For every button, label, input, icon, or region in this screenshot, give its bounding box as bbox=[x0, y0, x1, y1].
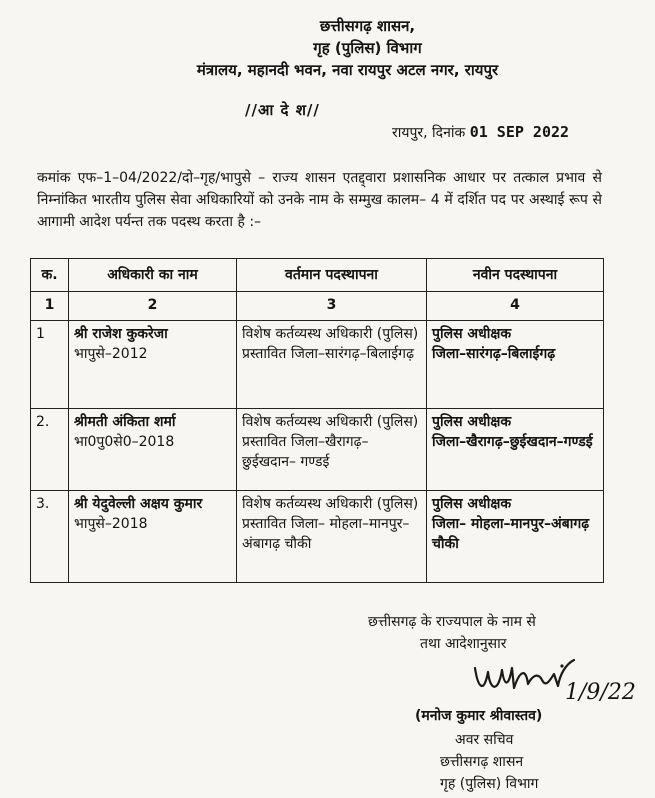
current-district: प्रस्तावित जिला– मोहला–मानपुर–अंबागढ़ चौकी bbox=[242, 516, 410, 552]
order-title: //आ दे श// bbox=[245, 101, 320, 119]
row-serial: 2. bbox=[31, 409, 69, 491]
new-designation: पुलिस अधीक्षक bbox=[432, 496, 512, 512]
department-name: गृह (पुलिस) विभाग bbox=[313, 39, 422, 57]
new-posting-cell bbox=[427, 491, 604, 583]
handwritten-signature bbox=[470, 650, 580, 700]
officer-name: श्री राजेश कुकरेजा bbox=[74, 326, 168, 342]
signatory-department: गृह (पुलिस) विभाग bbox=[440, 776, 539, 792]
handwritten-date: 1/9/22 bbox=[565, 680, 636, 705]
signatory-name: (मनोज कुमार श्रीवास्तव) bbox=[415, 708, 543, 724]
new-district: जिला– मोहला–मानपुर–अंबागढ़ चौकी bbox=[432, 516, 590, 552]
col-header-sno: क. bbox=[31, 259, 69, 292]
new-posting-cell bbox=[427, 321, 604, 409]
table-row bbox=[31, 321, 604, 409]
current-district: प्रस्तावित जिला–खैरागढ़–छुईखदान– गण्डई bbox=[242, 434, 369, 470]
new-designation: पुलिस अधीक्षक bbox=[432, 414, 512, 430]
officer-service: भापुसे–2012 bbox=[74, 346, 148, 362]
officer-service: भा0पु0से0–2018 bbox=[74, 434, 175, 450]
posting-table bbox=[30, 258, 604, 583]
col-number: 3 bbox=[237, 292, 427, 321]
officer-cell bbox=[69, 491, 237, 583]
authority-line-2: तथा आदेशानुसार bbox=[420, 636, 507, 652]
table-row bbox=[31, 409, 604, 491]
current-posting-cell bbox=[237, 409, 427, 491]
current-designation: विशेष कर्तव्यस्थ अधिकारी (पुलिस) bbox=[242, 414, 419, 430]
current-posting-cell bbox=[237, 321, 427, 409]
col-header-new-posting: नवीन पदस्थापना bbox=[427, 259, 604, 292]
col-number: 2 bbox=[69, 292, 237, 321]
current-designation: विशेष कर्तव्यस्थ अधिकारी (पुलिस) bbox=[242, 496, 419, 512]
officer-cell bbox=[69, 321, 237, 409]
row-serial: 1 bbox=[31, 321, 69, 409]
col-header-officer: अधिकारी का नाम bbox=[69, 259, 237, 292]
signatory-designation: अवर सचिव bbox=[455, 732, 514, 748]
officer-cell bbox=[69, 409, 237, 491]
col-number: 4 bbox=[427, 292, 604, 321]
column-number-row bbox=[31, 292, 604, 321]
new-district: जिला–खैरागढ़–छुईखदान–गण्डई bbox=[432, 434, 593, 450]
date-place: रायपुर, दिनांक bbox=[392, 125, 466, 141]
officer-service: भापुसे–2018 bbox=[74, 516, 148, 532]
officer-name: श्री येदुवेल्ली अक्षय कुमार bbox=[74, 496, 203, 512]
authority-line: छत्तीसगढ़ के राज्यपाल के नाम से bbox=[368, 614, 536, 630]
office-address: मंत्रालय, महानदी भवन, नवा रायपुर अटल नगर, रायपुर bbox=[196, 61, 499, 79]
current-designation: विशेष कर्तव्यस्थ अधिकारी (पुलिस) bbox=[242, 326, 419, 342]
govt-name: छत्तीसगढ़ शासन, bbox=[319, 17, 416, 35]
table-header-row bbox=[31, 259, 604, 292]
new-designation: पुलिस अधीक्षक bbox=[432, 326, 512, 342]
new-posting-cell bbox=[427, 409, 604, 491]
date-stamp: 01 SEP 2022 bbox=[469, 123, 570, 141]
new-district: जिला–सारंगढ़–बिलाईगढ़ bbox=[432, 346, 556, 362]
signatory-govt: छत्तीसगढ़ शासन bbox=[440, 754, 524, 770]
row-serial: 3. bbox=[31, 491, 69, 583]
current-district: प्रस्तावित जिला–सारंगढ़–बिलाईगढ़ bbox=[242, 346, 414, 362]
current-posting-cell bbox=[237, 491, 427, 583]
col-header-current-posting: वर्तमान पदस्थापना bbox=[237, 259, 427, 292]
officer-name: श्रीमती अंकिता शर्मा bbox=[74, 414, 176, 430]
dateline bbox=[392, 123, 569, 142]
order-paragraph: कमांक एफ–1–04/2022/दो–गृह/भापुसे – राज्य शासन एतद्द्वारा प्रशासनिक आधार पर तत्काल प्रभाव से निम्नांकित भारतीय पुलिस सेवा अधिकारियों को उनके नाम के सम्मुख कालम– 4 में दर्शित पद पर अस्थाई रूप से आगामी आदेश पर्यन्त तक पदस्थ करता है :– bbox=[37, 170, 602, 230]
col-number: 1 bbox=[31, 292, 69, 321]
table-row bbox=[31, 491, 604, 583]
